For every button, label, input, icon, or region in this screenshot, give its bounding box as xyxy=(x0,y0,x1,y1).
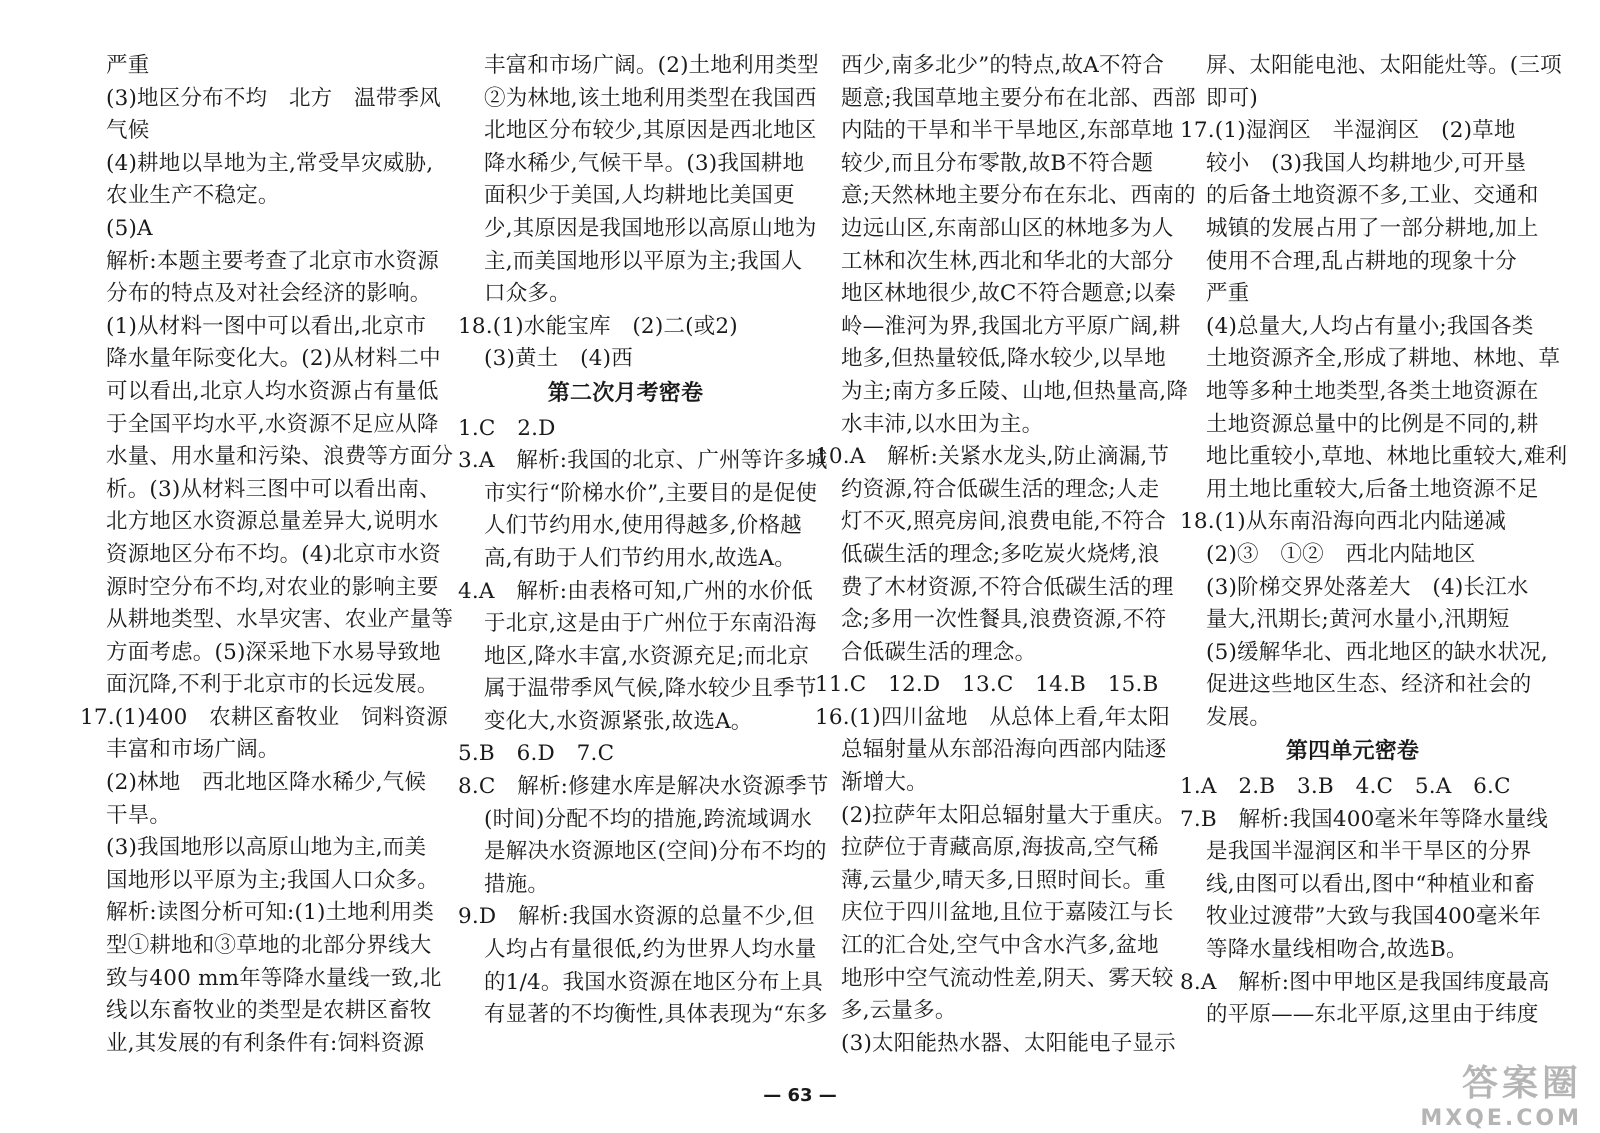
text-line: 人均占有量很低,约为世界人均水量 xyxy=(484,937,817,963)
text-line: 较小 (3)我国人均耕地少,可开垦 xyxy=(1206,150,1527,176)
text-line: 是我国半湿润区和半干旱区的分界 xyxy=(1206,839,1532,865)
text-line: 1.C 2.D xyxy=(458,415,556,441)
text-line: 9.D 解析:我国水资源的总量不少,但 xyxy=(458,904,815,930)
text-line: 8.A 解析:图中甲地区是我国纬度最高 xyxy=(1180,969,1550,995)
text-line: 人们节约用水,使用得越多,价格越 xyxy=(484,513,802,539)
text-column-1 xyxy=(80,50,454,1060)
text-line: 10.A 解析:关紧水龙头,防止滴漏,节 xyxy=(815,444,1170,470)
question-18-line: 18.(1)从东南沿海向西北内陆递减 xyxy=(1180,509,1507,535)
text-line: 资源地区分布不均。(4)北京市水资 xyxy=(106,541,441,567)
text-line: 意;天然林地主要分布在东北、西南的 xyxy=(841,183,1196,209)
text-line: 干旱。 xyxy=(106,802,172,828)
text-line: 水量、用水量和污染、浪费等方面分 xyxy=(106,444,454,470)
text-line: 丰富和市场广阔。(2)土地利用类型 xyxy=(484,53,819,78)
text-column-4 xyxy=(1180,50,1568,1032)
text-line: 土地资源总量中的比例是不同的,耕 xyxy=(1206,411,1539,437)
text-line: 为主;南方多丘陵、山地,但热量高,降 xyxy=(841,378,1189,404)
text-column-3 xyxy=(815,50,1196,1060)
text-line: 地多,但热量较低,降水较少,以旱地 xyxy=(841,346,1166,372)
text-line: (3)地区分布不均 北方 温带季风 xyxy=(106,85,441,111)
text-column-2 xyxy=(458,50,829,1032)
text-line: 拉萨位于青藏高原,海拔高,空气稀 xyxy=(841,835,1159,861)
text-line: 量大,汛期长;黄河水量小,汛期短 xyxy=(1206,607,1510,633)
text-line: 的后备土地资源不多,工业、交通和 xyxy=(1206,183,1539,209)
text-line: 西少,南多北少”的特点,故A不符合 xyxy=(841,53,1165,78)
text-line: (3)我国地形以高原山地为主,而美 xyxy=(106,835,427,861)
text-line: 降水稀少,气候干旱。(3)我国耕地 xyxy=(484,150,805,176)
text-line: 内陆的干旱和半干旱地区,东部草地 xyxy=(841,118,1174,144)
text-line: 3.A 解析:我国的北京、广州等许多城 xyxy=(458,448,828,474)
section-heading-unit-four: 第四单元密卷 xyxy=(1285,739,1420,765)
section-heading-second-monthly-exam: 第二次月考密卷 xyxy=(547,380,704,406)
text-line: (3)黄土 (4)西 xyxy=(484,346,633,372)
text-line: 灯不灭,照亮房间,浪费电能,不符合 xyxy=(841,509,1166,535)
text-line: 岭—淮河为界,我国北方平原广阔,耕 xyxy=(841,313,1181,339)
text-line: 地形中空气流动性差,阴天、雾天较 xyxy=(841,965,1174,991)
text-line: 11.C 12.D 13.C 14.B 15.B xyxy=(815,672,1159,698)
text-line: 边远山区,东南部山区的林地多为人 xyxy=(841,215,1174,241)
text-line: 4.A 解析:由表格可知,广州的水价低 xyxy=(458,578,813,604)
page-number: — 63 — xyxy=(763,1085,837,1106)
text-line: 7.B 解析:我国400毫米年等降水量线 xyxy=(1180,806,1549,832)
text-line: (5)缓解华北、西北地区的缺水状况, xyxy=(1206,639,1548,665)
watermark-logo xyxy=(1392,1055,1582,1131)
text-line: 工林和次生林,西北和华北的大部分 xyxy=(841,248,1174,274)
text-line: 主,而美国地形以平原为主;我国人 xyxy=(484,248,803,274)
text-line: 费了木材资源,不符合低碳生活的理 xyxy=(841,574,1174,600)
text-line: 北方地区水资源总量差异大,说明水 xyxy=(106,509,439,535)
text-line: 土地资源齐全,形成了耕地、林地、草 xyxy=(1206,346,1561,372)
text-line: 变化大,水资源紧张,故选A。 xyxy=(484,708,753,734)
text-line: 降水量年际变化大。(2)从材料二中 xyxy=(106,346,441,372)
text-line: 5.B 6.D 7.C xyxy=(458,741,615,767)
text-line: 促进这些地区生态、经济和社会的 xyxy=(1206,672,1532,698)
text-line: 念;多用一次性餐具,浪费资源,不符 xyxy=(841,607,1167,633)
text-line: 面积少于美国,人均耕地比美国更 xyxy=(484,183,795,209)
text-line: 致与400 mm年等降水量线一致,北 xyxy=(106,965,442,991)
text-line: 合低碳生活的理念。 xyxy=(841,639,1037,665)
watermark-bottom: MXQE.COM xyxy=(1420,1106,1582,1131)
text-line: 地区,降水丰富,水资源充足;而北京 xyxy=(484,643,810,669)
text-line: 措施。 xyxy=(484,871,550,897)
text-line: 地区林地很少,故C不符合题意;以秦 xyxy=(841,281,1176,307)
text-line: 从耕地类型、水旱灾害、农业产量等 xyxy=(106,607,454,633)
text-line: 题意;我国草地主要分布在北部、西部 xyxy=(841,85,1196,111)
text-line: 低碳生活的理念;多吃炭火烧烤,浪 xyxy=(841,541,1160,567)
text-line: 北地区分布较少,其原因是西北地区 xyxy=(484,118,817,144)
text-line: 型①耕地和③草地的北部分界线大 xyxy=(106,933,432,959)
text-line: 面沉降,不利于北京市的长远发展。 xyxy=(106,672,439,698)
text-line: 解析:本题主要考查了北京市水资源 xyxy=(106,248,439,274)
text-line: 城镇的发展占用了一部分耕地,加上 xyxy=(1206,215,1539,241)
text-line: 属于温带季风气候,降水较少且季节 xyxy=(484,676,817,702)
text-line: (1)从材料一图中可以看出,北京市 xyxy=(106,313,427,339)
text-line: (2)林地 西北地区降水稀少,气候 xyxy=(106,770,427,796)
question-18-line: 18.(1)水能宝库 (2)二(或2) xyxy=(458,313,738,339)
text-line: 发展。 xyxy=(1206,704,1272,730)
text-line: 等降水量线相吻合,故选B。 xyxy=(1206,937,1468,963)
text-line: 源时空分布不均,对农业的影响主要 xyxy=(106,574,439,600)
text-line: 业,其发展的有利条件有:饲料资源 xyxy=(106,1030,425,1056)
text-line: 分布的特点及对社会经济的影响。 xyxy=(106,281,432,307)
text-line: 的平原——东北平原,这里由于纬度 xyxy=(1206,1002,1539,1028)
text-line: 方面考虑。(5)深采地下水易导致地 xyxy=(106,639,441,665)
text-line: 口众多。 xyxy=(484,281,571,307)
text-line: 丰富和市场广阔。 xyxy=(106,737,280,763)
text-line: 解析:读图分析可知:(1)土地利用类 xyxy=(106,900,435,926)
text-line: 的1/4。我国水资源在地区分布上具 xyxy=(484,969,824,995)
text-line: 严重 xyxy=(106,53,150,78)
text-line: 牧业过渡带”大致与我国400毫米年 xyxy=(1206,904,1541,930)
text-line: 屏、太阳能电池、太阳能灶等。(三项 xyxy=(1206,53,1562,78)
text-line: 线,由图可以看出,图中“种植业和畜 xyxy=(1206,871,1536,897)
text-line: 水丰沛,以水田为主。 xyxy=(841,411,1044,437)
text-line: 总辐射量从东部沿海向西部内陆逐 xyxy=(841,737,1167,763)
text-line: 于北京,这是由于广州位于东南沿海 xyxy=(484,611,817,637)
text-line: 薄,云量少,晴天多,日照时间长。重 xyxy=(841,867,1166,893)
text-line: 农业生产不稳定。 xyxy=(106,183,280,209)
text-line: 高,有助于人们节约用水,故选A。 xyxy=(484,545,796,571)
text-line: 市实行“阶梯水价”,主要目的是促使 xyxy=(484,480,818,506)
text-line: 1.A 2.B 3.B 4.C 5.A 6.C xyxy=(1180,774,1511,800)
text-line: 地等多种土地类型,各类土地资源在 xyxy=(1206,378,1539,404)
text-line: 江的汇合处,空气中含水汽多,盆地 xyxy=(841,933,1159,959)
question-16-line: 16.(1)四川盆地 从总体上看,年太阳 xyxy=(815,704,1170,730)
text-line: (时间)分配不均的措施,跨流域调水 xyxy=(484,806,813,832)
text-line: 析。(3)从材料三图中可以看出南、 xyxy=(106,476,441,502)
text-line: 8.C 解析:修建水库是解决水资源季节 xyxy=(458,774,829,800)
text-line: (2)拉萨年太阳总辐射量大于重庆。 xyxy=(841,802,1176,828)
text-line: (4)耕地以旱地为主,常受旱灾威胁, xyxy=(106,150,434,176)
text-line: 使用不合理,乱占耕地的现象十分 xyxy=(1206,248,1517,274)
text-line: 渐增大。 xyxy=(841,770,928,796)
text-line: 较少,而且分布零散,故B不符合题 xyxy=(841,150,1154,176)
text-line: 国地形以平原为主;我国人口众多。 xyxy=(106,867,439,893)
text-line: 是解决水资源地区(空间)分布不均的 xyxy=(484,839,827,865)
text-line: (3)太阳能热水器、太阳能电子显示 xyxy=(841,1030,1176,1056)
text-line: 多,云量多。 xyxy=(841,998,957,1024)
text-line: 地比重较小,草地、林地比重较大,难利 xyxy=(1206,444,1568,470)
text-line: 有显著的不均衡性,具体表现为“东多 xyxy=(484,1002,828,1028)
watermark-top: 答案圈 xyxy=(1461,1063,1582,1104)
question-17-line: 17.(1)400 农耕区畜牧业 饲料资源 xyxy=(80,704,448,730)
text-line: (2)③ ①② 西北内陆地区 xyxy=(1206,541,1476,567)
text-line: 少,其原因是我国地形以高原山地为 xyxy=(484,215,817,241)
text-line: 用土地比重较大,后备土地资源不足 xyxy=(1206,476,1539,502)
question-17-line: 17.(1)湿润区 半湿润区 (2)草地 xyxy=(1180,118,1516,144)
text-line: 严重 xyxy=(1206,281,1250,307)
text-line: 可以看出,北京人均水资源占有量低 xyxy=(106,378,439,404)
text-line: 于全国平均水平,水资源不足应从降 xyxy=(106,411,439,437)
text-line: 气候 xyxy=(106,118,150,144)
text-line: ②为林地,该土地利用类型在我国西 xyxy=(484,85,817,111)
text-line: 约资源,符合低碳生活的理念;人走 xyxy=(841,476,1160,502)
text-line: 线以东畜牧业的类型是农耕区畜牧 xyxy=(106,998,432,1024)
text-line: 庆位于四川盆地,且位于嘉陵江与长 xyxy=(841,900,1174,926)
text-line: 即可) xyxy=(1206,85,1258,111)
text-line: (5)A xyxy=(106,215,153,241)
text-line: (3)阶梯交界处落差大 (4)长江水 xyxy=(1206,574,1529,600)
text-line: (4)总量大,人均占有量小;我国各类 xyxy=(1206,313,1534,339)
